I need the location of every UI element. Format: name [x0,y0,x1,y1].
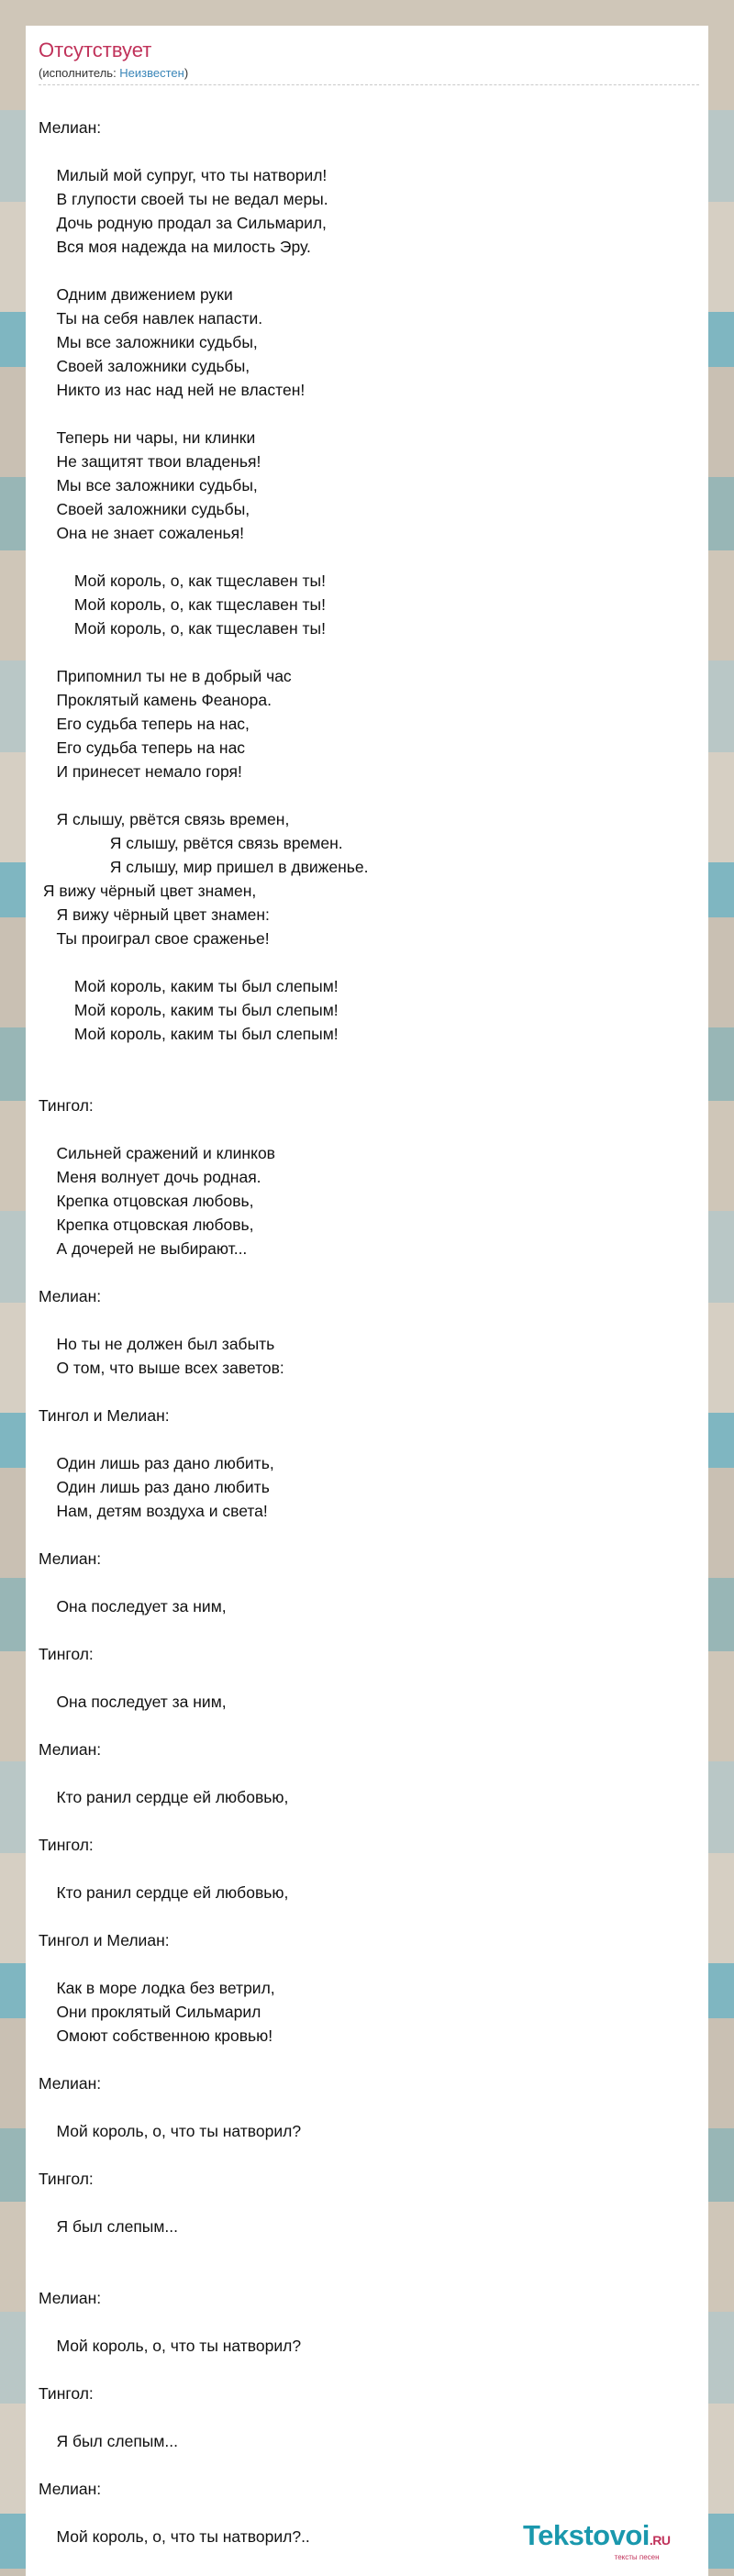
lyric-line [39,2358,369,2382]
artist-link[interactable]: Неизвестен [119,66,184,80]
lyric-line: Мой король, каким ты был слепым! [39,1025,339,1043]
lyric-line: Она последует за ним, [39,1693,227,1711]
artist-suffix: ) [184,66,189,80]
lyric-line [39,402,369,426]
lyric-line: Тингол и Мелиан: [39,1406,170,1425]
lyric-line [39,1904,369,1928]
lyric-line: Кто ранил сердце ей любовью, [39,1788,289,1806]
lyric-line [39,950,369,974]
lyric-line: Я был слепым... [39,2432,178,2450]
lyric-line [39,1260,369,1284]
lyric-line: Мой король, о, как тщеславен ты! [39,595,326,614]
lyric-line: Я был слепым... [39,2217,178,2236]
lyric-line: И принесет немало горя! [39,762,242,781]
lyric-line [39,1117,369,1141]
lyric-line: Мой король, о, как тщеславен ты! [39,619,326,638]
lyric-line [39,1070,369,1094]
lyric-line: Тингол: [39,1645,94,1663]
lyric-line [39,1714,369,1738]
lyric-line: Мой король, каким ты был слепым! [39,977,339,995]
lyric-line: Мой король, о, что ты натворил?.. [39,2527,310,2546]
lyric-line: Меня волнует дочь родная. [39,1168,261,1186]
lyric-line: Кто ранил сердце ей любовью, [39,1883,289,1902]
header-divider [39,84,699,85]
lyric-line: Своей заложники судьбы, [39,357,250,375]
lyric-line: Дочь родную продал за Сильмарил, [39,214,327,232]
lyric-line [39,1308,369,1332]
lyric-line: Его судьба теперь на нас [39,738,246,757]
lyric-line: Одним движением руки [39,285,233,304]
lyric-line: Мой король, о, как тщеславен ты! [39,572,326,590]
lyrics-card [26,26,708,2576]
lyric-line: Его судьба теперь на нас, [39,715,250,733]
lyric-line: Но ты не должен был забыть [39,1335,275,1353]
lyric-line [39,1809,369,1833]
lyrics-text [39,116,369,2548]
lyric-line: Нам, детям воздуха и света! [39,1502,268,1520]
lyric-line: Я слышу, рвётся связь времен, [39,810,290,828]
lyric-line: Я вижу чёрный цвет знамен: [39,905,270,924]
artist-line [39,66,699,81]
lyric-line [39,2310,369,2334]
lyric-line: Мой король, о, что ты натворил? [39,2122,302,2140]
lyric-line [39,1046,369,1070]
lyric-line: Тингол: [39,1836,94,1854]
lyric-line [39,1571,369,1594]
lyric-line: Милый мой супруг, что ты натворил! [39,166,328,184]
lyric-line [39,259,369,283]
lyric-line: Она последует за ним, [39,1597,227,1616]
lyric-line: Мелиан: [39,2289,102,2307]
lyric-line [39,2095,369,2119]
lyric-line [39,2405,369,2429]
header [39,39,699,85]
lyric-line: Тингол: [39,2384,94,2403]
lyric-line: Крепка отцовская любовь, [39,1192,254,1210]
lyric-line: Они проклятый Сильмарил [39,2003,261,2021]
lyric-line [39,2262,369,2286]
lyric-line [39,139,369,163]
logo-main-text: Tekstovoi [523,2519,650,2551]
lyric-line: Вся моя надежда на милость Эру. [39,238,311,256]
lyric-line: Мелиан: [39,1287,102,1305]
lyric-line: Мелиан: [39,2074,102,2093]
lyric-line [39,545,369,569]
lyric-line: Мелиан: [39,118,102,137]
lyric-line [39,2191,369,2215]
lyric-line [39,2501,369,2525]
lyric-line [39,1952,369,1976]
lyric-line: Теперь ни чары, ни клинки [39,428,256,447]
lyric-line: Своей заложники судьбы, [39,500,250,518]
lyric-line [39,1761,369,1785]
lyric-line [39,2048,369,2071]
logo-tld: .RU [649,2533,671,2548]
lyric-line: А дочерей не выбирают... [39,1239,248,1258]
lyric-line: Тингол: [39,2170,94,2188]
lyric-line: Омоют собственною кровью! [39,2026,273,2045]
lyric-line: Мелиан: [39,1549,102,1568]
lyric-line [39,640,369,664]
lyric-line [39,1857,369,1881]
lyric-line [39,1666,369,1690]
lyric-line: Проклятый камень Феанора. [39,691,272,709]
artist-prefix: (исполнитель: [39,66,120,80]
lyric-line: Мы все заложники судьбы, [39,476,258,494]
lyric-line: Тингол: [39,1096,94,1115]
lyric-line [39,2143,369,2167]
lyric-line: Ты на себя навлек напасти. [39,309,263,328]
lyric-line: Мой король, о, что ты натворил? [39,2337,302,2355]
lyric-line: Ты проиграл свое сраженье! [39,929,270,948]
lyric-line: Мы все заложники судьбы, [39,333,258,351]
lyric-line: О том, что выше всех заветов: [39,1359,284,1377]
lyric-line: Я слышу, рвётся связь времен. [39,834,343,852]
lyric-line [39,1618,369,1642]
lyric-line: Припомнил ты не в добрый час [39,667,292,685]
lyric-line: Мой король, каким ты был слепым! [39,1001,339,1019]
lyric-line: Один лишь раз дано любить [39,1478,270,1496]
lyric-line: Мелиан: [39,2480,102,2498]
lyric-line: В глупости своей ты не ведал меры. [39,190,328,208]
site-logo[interactable] [523,2521,671,2561]
lyric-line: Один лишь раз дано любить, [39,1454,274,1472]
logo-tagline: тексты песен [614,2553,660,2561]
lyric-line [39,1427,369,1451]
lyric-line [39,2238,369,2262]
lyric-line: Она не знает сожаленья! [39,524,245,542]
lyric-line: Не защитят твои владенья! [39,452,261,471]
lyric-line [39,1380,369,1404]
lyric-line: Я вижу чёрный цвет знамен, [39,882,257,900]
page-title: Отсутствует [39,39,152,61]
lyric-line: Никто из нас над ней не властен! [39,381,306,399]
lyric-line: Мелиан: [39,1740,102,1759]
lyric-line [39,1523,369,1547]
lyric-line: Как в море лодка без ветрил, [39,1979,275,1997]
lyric-line: Крепка отцовская любовь, [39,1216,254,1234]
lyric-line [39,2453,369,2477]
lyric-line: Сильней сражений и клинков [39,1144,275,1162]
lyric-line: Я слышу, мир пришел в движенье. [39,858,369,876]
lyric-line: Тингол и Мелиан: [39,1931,170,1949]
lyric-line [39,783,369,807]
